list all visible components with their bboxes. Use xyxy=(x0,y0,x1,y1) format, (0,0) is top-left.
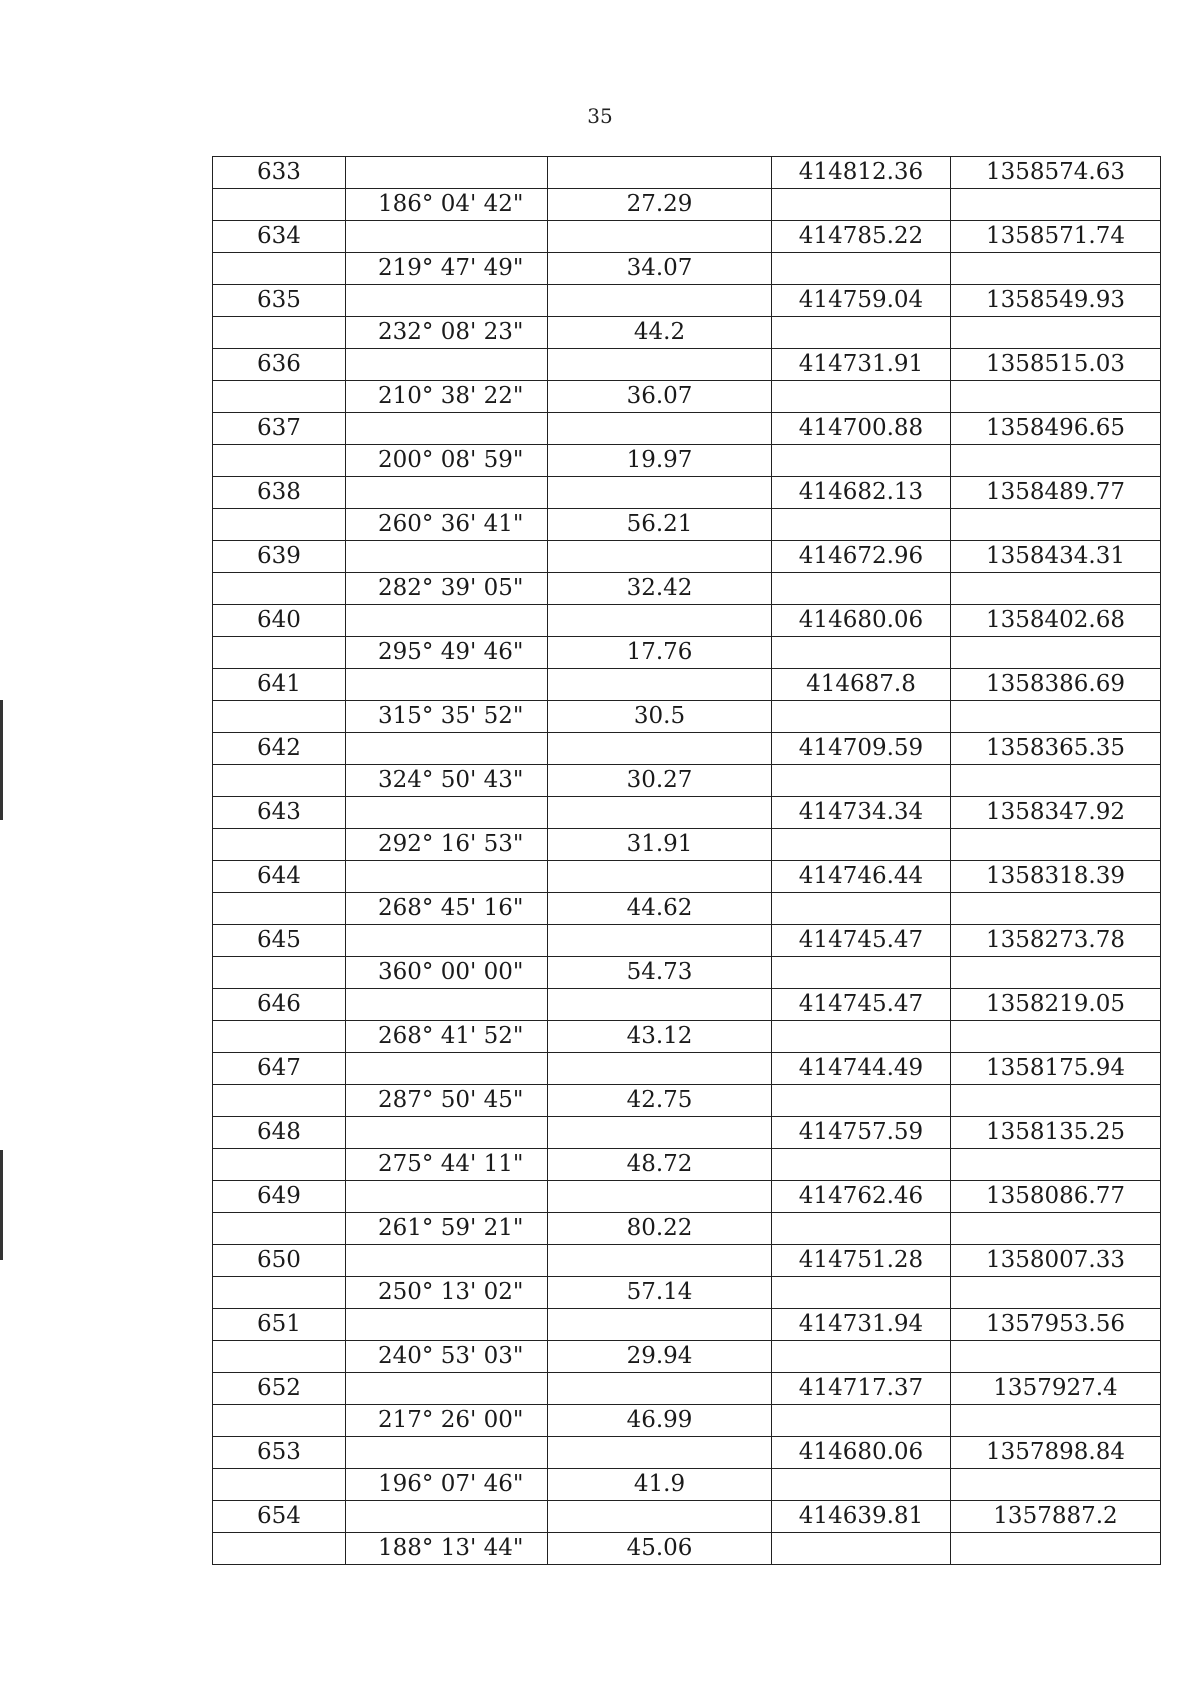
easting-cell xyxy=(772,381,951,413)
station-cell xyxy=(213,701,346,733)
bearing-cell: 219° 47' 49" xyxy=(346,253,548,285)
station-cell xyxy=(213,381,346,413)
bearing-cell: 250° 13' 02" xyxy=(346,1277,548,1309)
table-row-leg xyxy=(213,957,1161,989)
bearing-cell: 268° 45' 16" xyxy=(346,893,548,925)
northing-cell xyxy=(951,637,1161,669)
station-cell: 652 xyxy=(213,1373,346,1405)
bearing-cell xyxy=(346,733,548,765)
bearing-cell: 315° 35' 52" xyxy=(346,701,548,733)
distance-cell: 30.27 xyxy=(548,765,772,797)
easting-cell xyxy=(772,637,951,669)
distance-cell xyxy=(548,1501,772,1533)
bearing-cell: 287° 50' 45" xyxy=(346,1085,548,1117)
distance-cell xyxy=(548,605,772,637)
station-cell xyxy=(213,1213,346,1245)
distance-cell: 30.5 xyxy=(548,701,772,733)
distance-cell xyxy=(548,1437,772,1469)
easting-cell xyxy=(772,189,951,221)
station-cell xyxy=(213,573,346,605)
station-cell xyxy=(213,509,346,541)
station-cell xyxy=(213,1469,346,1501)
distance-cell: 29.94 xyxy=(548,1341,772,1373)
station-cell xyxy=(213,1277,346,1309)
table-row-leg xyxy=(213,1149,1161,1181)
bearing-cell: 268° 41' 52" xyxy=(346,1021,548,1053)
bearing-cell xyxy=(346,221,548,253)
bearing-cell xyxy=(346,989,548,1021)
bearing-cell: 188° 13' 44" xyxy=(346,1533,548,1565)
table-row-point xyxy=(213,1501,1161,1533)
bearing-cell: 360° 00' 00" xyxy=(346,957,548,989)
station-cell xyxy=(213,1085,346,1117)
table-row-leg xyxy=(213,1469,1161,1501)
easting-cell: 414731.94 xyxy=(772,1309,951,1341)
northing-cell: 1358571.74 xyxy=(951,221,1161,253)
station-cell xyxy=(213,317,346,349)
distance-cell: 44.62 xyxy=(548,893,772,925)
distance-cell: 43.12 xyxy=(548,1021,772,1053)
table-row-point xyxy=(213,1309,1161,1341)
distance-cell xyxy=(548,541,772,573)
easting-cell xyxy=(772,253,951,285)
table-row-point xyxy=(213,157,1161,189)
station-cell xyxy=(213,957,346,989)
northing-cell xyxy=(951,957,1161,989)
table-row-leg xyxy=(213,445,1161,477)
table-row-point xyxy=(213,221,1161,253)
distance-cell xyxy=(548,733,772,765)
northing-cell xyxy=(951,829,1161,861)
distance-cell xyxy=(548,1373,772,1405)
distance-cell: 36.07 xyxy=(548,381,772,413)
northing-cell xyxy=(951,445,1161,477)
table-row-point xyxy=(213,989,1161,1021)
distance-cell: 34.07 xyxy=(548,253,772,285)
easting-cell: 414734.34 xyxy=(772,797,951,829)
table-row-point xyxy=(213,861,1161,893)
distance-cell: 41.9 xyxy=(548,1469,772,1501)
northing-cell xyxy=(951,189,1161,221)
table-row-leg xyxy=(213,893,1161,925)
northing-cell xyxy=(951,509,1161,541)
station-cell: 641 xyxy=(213,669,346,701)
table-row-leg xyxy=(213,1021,1161,1053)
bearing-cell: 186° 04' 42" xyxy=(346,189,548,221)
table-row-point xyxy=(213,797,1161,829)
easting-cell: 414731.91 xyxy=(772,349,951,381)
station-cell: 651 xyxy=(213,1309,346,1341)
distance-cell: 80.22 xyxy=(548,1213,772,1245)
bearing-cell: 324° 50' 43" xyxy=(346,765,548,797)
bearing-cell: 232° 08' 23" xyxy=(346,317,548,349)
easting-cell: 414745.47 xyxy=(772,925,951,957)
northing-cell: 1358318.39 xyxy=(951,861,1161,893)
bearing-cell xyxy=(346,157,548,189)
table-row-leg xyxy=(213,381,1161,413)
bearing-cell xyxy=(346,285,548,317)
station-cell xyxy=(213,1533,346,1565)
easting-cell xyxy=(772,1149,951,1181)
easting-cell: 414759.04 xyxy=(772,285,951,317)
easting-cell: 414762.46 xyxy=(772,1181,951,1213)
distance-cell xyxy=(548,1053,772,1085)
distance-cell xyxy=(548,1181,772,1213)
table-row-point xyxy=(213,1373,1161,1405)
station-cell: 643 xyxy=(213,797,346,829)
station-cell: 650 xyxy=(213,1245,346,1277)
northing-cell xyxy=(951,1341,1161,1373)
easting-cell: 414812.36 xyxy=(772,157,951,189)
easting-cell xyxy=(772,1405,951,1437)
easting-cell xyxy=(772,1533,951,1565)
coordinate-table xyxy=(212,156,1161,1565)
northing-cell xyxy=(951,1533,1161,1565)
easting-cell xyxy=(772,509,951,541)
easting-cell xyxy=(772,957,951,989)
station-cell xyxy=(213,189,346,221)
distance-cell: 44.2 xyxy=(548,317,772,349)
coordinate-table-body xyxy=(213,157,1161,1565)
easting-cell xyxy=(772,445,951,477)
northing-cell: 1358135.25 xyxy=(951,1117,1161,1149)
easting-cell: 414746.44 xyxy=(772,861,951,893)
distance-cell xyxy=(548,989,772,1021)
northing-cell xyxy=(951,253,1161,285)
northing-cell: 1358347.92 xyxy=(951,797,1161,829)
station-cell: 647 xyxy=(213,1053,346,1085)
northing-cell: 1358086.77 xyxy=(951,1181,1161,1213)
station-cell xyxy=(213,253,346,285)
bearing-cell xyxy=(346,541,548,573)
station-cell xyxy=(213,1021,346,1053)
bearing-cell xyxy=(346,1437,548,1469)
table-row-point xyxy=(213,477,1161,509)
northing-cell xyxy=(951,1277,1161,1309)
table-row-leg xyxy=(213,637,1161,669)
bearing-cell: 200° 08' 59" xyxy=(346,445,548,477)
easting-cell: 414700.88 xyxy=(772,413,951,445)
northing-cell xyxy=(951,1469,1161,1501)
station-cell: 649 xyxy=(213,1181,346,1213)
northing-cell xyxy=(951,1405,1161,1437)
distance-cell: 42.75 xyxy=(548,1085,772,1117)
bearing-cell: 275° 44' 11" xyxy=(346,1149,548,1181)
northing-cell xyxy=(951,573,1161,605)
northing-cell: 1358549.93 xyxy=(951,285,1161,317)
table-row-point xyxy=(213,733,1161,765)
station-cell: 648 xyxy=(213,1117,346,1149)
bearing-cell xyxy=(346,1373,548,1405)
bearing-cell xyxy=(346,1309,548,1341)
easting-cell: 414757.59 xyxy=(772,1117,951,1149)
northing-cell xyxy=(951,701,1161,733)
bearing-cell: 261° 59' 21" xyxy=(346,1213,548,1245)
bearing-cell: 210° 38' 22" xyxy=(346,381,548,413)
northing-cell xyxy=(951,1213,1161,1245)
easting-cell: 414717.37 xyxy=(772,1373,951,1405)
station-cell xyxy=(213,765,346,797)
easting-cell xyxy=(772,1341,951,1373)
easting-cell: 414639.81 xyxy=(772,1501,951,1533)
northing-cell: 1358007.33 xyxy=(951,1245,1161,1277)
distance-cell: 17.76 xyxy=(548,637,772,669)
table-row-point xyxy=(213,349,1161,381)
table-row-leg xyxy=(213,317,1161,349)
station-cell xyxy=(213,893,346,925)
northing-cell: 1358489.77 xyxy=(951,477,1161,509)
northing-cell: 1357927.4 xyxy=(951,1373,1161,1405)
station-cell: 654 xyxy=(213,1501,346,1533)
easting-cell: 414745.47 xyxy=(772,989,951,1021)
table-row-point xyxy=(213,1181,1161,1213)
distance-cell xyxy=(548,1117,772,1149)
station-cell xyxy=(213,637,346,669)
bearing-cell xyxy=(346,477,548,509)
station-cell: 636 xyxy=(213,349,346,381)
table-row-leg xyxy=(213,765,1161,797)
easting-cell xyxy=(772,829,951,861)
distance-cell: 19.97 xyxy=(548,445,772,477)
station-cell: 644 xyxy=(213,861,346,893)
easting-cell: 414785.22 xyxy=(772,221,951,253)
northing-cell: 1358515.03 xyxy=(951,349,1161,381)
easting-cell xyxy=(772,1277,951,1309)
easting-cell xyxy=(772,1021,951,1053)
station-cell: 653 xyxy=(213,1437,346,1469)
bearing-cell xyxy=(346,861,548,893)
northing-cell: 1358273.78 xyxy=(951,925,1161,957)
table-row-point xyxy=(213,1053,1161,1085)
easting-cell: 414744.49 xyxy=(772,1053,951,1085)
table-row-point xyxy=(213,413,1161,445)
bearing-cell: 196° 07' 46" xyxy=(346,1469,548,1501)
northing-cell: 1358434.31 xyxy=(951,541,1161,573)
table-row-point xyxy=(213,285,1161,317)
table-row-point xyxy=(213,1117,1161,1149)
bearing-cell xyxy=(346,925,548,957)
table-row-point xyxy=(213,925,1161,957)
easting-cell: 414682.13 xyxy=(772,477,951,509)
distance-cell xyxy=(548,797,772,829)
northing-cell: 1358574.63 xyxy=(951,157,1161,189)
easting-cell xyxy=(772,1085,951,1117)
distance-cell: 48.72 xyxy=(548,1149,772,1181)
distance-cell: 57.14 xyxy=(548,1277,772,1309)
northing-cell xyxy=(951,1021,1161,1053)
distance-cell xyxy=(548,1245,772,1277)
northing-cell: 1357887.2 xyxy=(951,1501,1161,1533)
northing-cell xyxy=(951,381,1161,413)
distance-cell: 27.29 xyxy=(548,189,772,221)
bearing-cell xyxy=(346,605,548,637)
table-row-leg xyxy=(213,1533,1161,1565)
northing-cell: 1358386.69 xyxy=(951,669,1161,701)
easting-cell xyxy=(772,1213,951,1245)
distance-cell: 32.42 xyxy=(548,573,772,605)
bearing-cell xyxy=(346,1117,548,1149)
table-row-leg xyxy=(213,1277,1161,1309)
distance-cell xyxy=(548,1309,772,1341)
easting-cell: 414672.96 xyxy=(772,541,951,573)
table-row-point xyxy=(213,605,1161,637)
northing-cell: 1358219.05 xyxy=(951,989,1161,1021)
easting-cell xyxy=(772,893,951,925)
station-cell: 645 xyxy=(213,925,346,957)
northing-cell: 1358402.68 xyxy=(951,605,1161,637)
distance-cell: 54.73 xyxy=(548,957,772,989)
distance-cell xyxy=(548,221,772,253)
table-row-leg xyxy=(213,509,1161,541)
distance-cell xyxy=(548,861,772,893)
table-row-leg xyxy=(213,701,1161,733)
station-cell: 633 xyxy=(213,157,346,189)
table-row-point xyxy=(213,1245,1161,1277)
page-number: 35 xyxy=(587,104,613,128)
northing-cell xyxy=(951,1149,1161,1181)
table-row-leg xyxy=(213,573,1161,605)
northing-cell xyxy=(951,317,1161,349)
easting-cell: 414709.59 xyxy=(772,733,951,765)
station-cell: 639 xyxy=(213,541,346,573)
table-row-point xyxy=(213,669,1161,701)
station-cell: 637 xyxy=(213,413,346,445)
bearing-cell xyxy=(346,669,548,701)
distance-cell xyxy=(548,413,772,445)
station-cell xyxy=(213,1341,346,1373)
distance-cell: 31.91 xyxy=(548,829,772,861)
station-cell xyxy=(213,829,346,861)
bearing-cell xyxy=(346,349,548,381)
bearing-cell xyxy=(346,1245,548,1277)
bearing-cell: 260° 36' 41" xyxy=(346,509,548,541)
table-row-point xyxy=(213,1437,1161,1469)
scan-edge-mark xyxy=(0,700,3,820)
distance-cell xyxy=(548,925,772,957)
bearing-cell xyxy=(346,797,548,829)
table-row-leg xyxy=(213,1213,1161,1245)
easting-cell xyxy=(772,317,951,349)
distance-cell xyxy=(548,285,772,317)
table-row-leg xyxy=(213,1405,1161,1437)
bearing-cell xyxy=(346,1181,548,1213)
table-row-point xyxy=(213,541,1161,573)
northing-cell: 1357898.84 xyxy=(951,1437,1161,1469)
northing-cell: 1358365.35 xyxy=(951,733,1161,765)
distance-cell: 46.99 xyxy=(548,1405,772,1437)
easting-cell xyxy=(772,573,951,605)
northing-cell xyxy=(951,1085,1161,1117)
bearing-cell xyxy=(346,1501,548,1533)
bearing-cell: 282° 39' 05" xyxy=(346,573,548,605)
easting-cell xyxy=(772,701,951,733)
table-row-leg xyxy=(213,1085,1161,1117)
distance-cell: 56.21 xyxy=(548,509,772,541)
easting-cell: 414680.06 xyxy=(772,605,951,637)
distance-cell xyxy=(548,477,772,509)
table-row-leg xyxy=(213,829,1161,861)
station-cell: 646 xyxy=(213,989,346,1021)
bearing-cell: 292° 16' 53" xyxy=(346,829,548,861)
easting-cell xyxy=(772,1469,951,1501)
distance-cell xyxy=(548,349,772,381)
station-cell: 638 xyxy=(213,477,346,509)
bearing-cell: 240° 53' 03" xyxy=(346,1341,548,1373)
distance-cell xyxy=(548,157,772,189)
bearing-cell xyxy=(346,413,548,445)
northing-cell: 1358496.65 xyxy=(951,413,1161,445)
table-row-leg xyxy=(213,1341,1161,1373)
station-cell xyxy=(213,1405,346,1437)
northing-cell xyxy=(951,765,1161,797)
station-cell: 642 xyxy=(213,733,346,765)
northing-cell: 1357953.56 xyxy=(951,1309,1161,1341)
station-cell xyxy=(213,445,346,477)
bearing-cell xyxy=(346,1053,548,1085)
station-cell: 640 xyxy=(213,605,346,637)
distance-cell: 45.06 xyxy=(548,1533,772,1565)
station-cell: 635 xyxy=(213,285,346,317)
station-cell: 634 xyxy=(213,221,346,253)
northing-cell: 1358175.94 xyxy=(951,1053,1161,1085)
northing-cell xyxy=(951,893,1161,925)
station-cell xyxy=(213,1149,346,1181)
table-row-leg xyxy=(213,189,1161,221)
bearing-cell: 295° 49' 46" xyxy=(346,637,548,669)
easting-cell: 414680.06 xyxy=(772,1437,951,1469)
easting-cell: 414687.8 xyxy=(772,669,951,701)
distance-cell xyxy=(548,669,772,701)
easting-cell: 414751.28 xyxy=(772,1245,951,1277)
bearing-cell: 217° 26' 00" xyxy=(346,1405,548,1437)
table-row-leg xyxy=(213,253,1161,285)
easting-cell xyxy=(772,765,951,797)
scan-edge-mark xyxy=(0,1150,3,1260)
